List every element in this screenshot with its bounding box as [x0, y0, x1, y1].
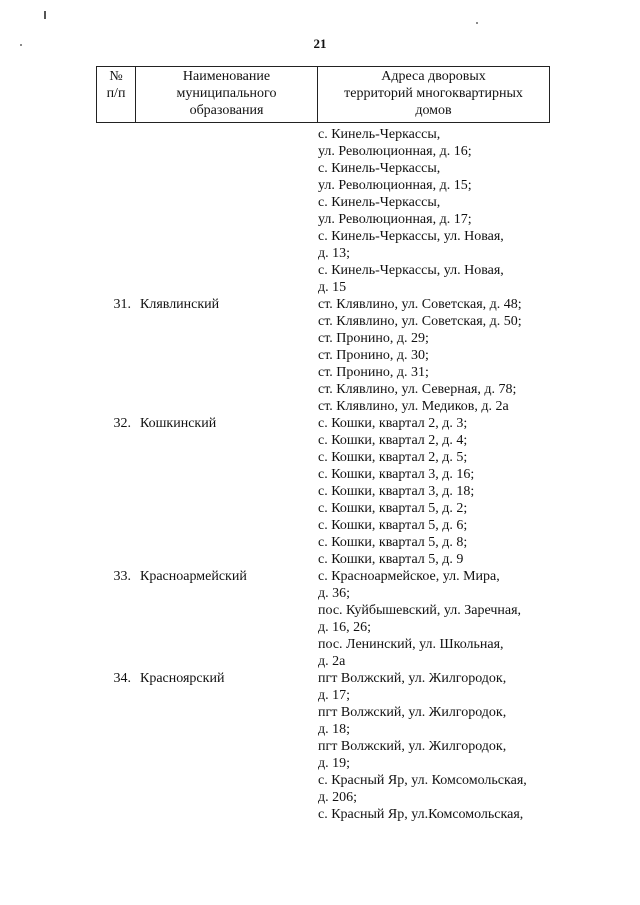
address-line: ул. Революционная, д. 15; — [318, 178, 472, 193]
address-line: с. Красный Яр, ул.Комсомольская, — [318, 807, 524, 822]
address-line: ст. Пронино, д. 29; — [318, 331, 429, 346]
address-line: д. 15 — [318, 280, 347, 295]
address-line: с. Кошки, квартал 3, д. 16; — [318, 467, 475, 482]
table-row — [96, 415, 550, 568]
address-line: ст. Клявлино, ул. Советская, д. 50; — [318, 314, 522, 329]
address-line: д. 16, 26; — [318, 620, 372, 635]
address-line: с. Кошки, квартал 5, д. 2; — [318, 501, 468, 516]
address-list — [318, 296, 550, 415]
row-number: 32. — [113, 416, 131, 431]
address-line: ст. Пронино, д. 30; — [318, 348, 429, 363]
address-line: д. 17; — [318, 688, 351, 703]
address-line: пос. Куйбышевский, ул. Заречная, — [318, 603, 522, 618]
table-row — [96, 670, 550, 823]
address-line: с. Кинель-Черкассы, ул. Новая, — [318, 229, 504, 244]
address-line: с. Кошки, квартал 5, д. 9 — [318, 552, 464, 567]
row-number: 31. — [113, 297, 131, 312]
municipality-name: Кошкинский — [140, 416, 217, 431]
row-number: 34. — [113, 671, 131, 686]
table-body — [96, 126, 550, 823]
address-line: пгт Волжский, ул. Жилгородок, — [318, 671, 507, 686]
address-line: пгт Волжский, ул. Жилгородок, — [318, 739, 507, 754]
address-list — [318, 126, 550, 296]
municipality-name: Красноярский — [140, 671, 225, 686]
scan-speck — [476, 22, 478, 24]
table-header — [96, 66, 550, 123]
address-list — [318, 670, 550, 823]
municipality-name: Красноармейский — [140, 569, 247, 584]
address-line: с. Кошки, квартал 2, д. 3; — [318, 416, 468, 431]
header-number: № п/п — [97, 67, 136, 122]
address-list — [318, 415, 550, 568]
address-line: д. 2а — [318, 654, 346, 669]
address-line: д. 19; — [318, 756, 351, 771]
address-line: ул. Революционная, д. 17; — [318, 212, 472, 227]
address-line: с. Кошки, квартал 5, д. 6; — [318, 518, 468, 533]
address-list — [318, 568, 550, 670]
address-line: д. 18; — [318, 722, 351, 737]
address-line: с. Кинель-Черкассы, ул. Новая, — [318, 263, 504, 278]
address-line: пгт Волжский, ул. Жилгородок, — [318, 705, 507, 720]
table-row — [96, 296, 550, 415]
address-line: ст. Клявлино, ул. Северная, д. 78; — [318, 382, 517, 397]
address-line: д. 13; — [318, 246, 351, 261]
address-line: с. Кошки, квартал 2, д. 5; — [318, 450, 468, 465]
address-line: с. Кинель-Черкассы, — [318, 195, 441, 210]
municipality-name: Клявлинский — [140, 297, 220, 312]
address-line: с. Красноармейское, ул. Мира, — [318, 569, 500, 584]
address-line: с. Кошки, квартал 3, д. 18; — [318, 484, 475, 499]
address-line: пос. Ленинский, ул. Школьная, — [318, 637, 504, 652]
address-line: ст. Пронино, д. 31; — [318, 365, 429, 380]
scan-mark — [44, 11, 46, 19]
address-line: д. 36; — [318, 586, 351, 601]
address-line: д. 206; — [318, 790, 358, 805]
address-line: с. Кошки, квартал 5, д. 8; — [318, 535, 468, 550]
address-line: с. Кошки, квартал 2, д. 4; — [318, 433, 468, 448]
address-line: ст. Клявлино, ул. Советская, д. 48; — [318, 297, 522, 312]
page-number: 21 — [313, 36, 327, 51]
address-line: ст. Клявлино, ул. Медиков, д. 2а — [318, 399, 509, 414]
header-addresses: Адреса дворовых территорий многоквартирных домов — [344, 69, 523, 118]
address-line: с. Кинель-Черкассы, — [318, 127, 441, 142]
table-row — [96, 126, 550, 296]
header-municipality: Наименование муниципального образования — [136, 67, 318, 122]
address-line: ул. Революционная, д. 16; — [318, 144, 472, 159]
address-line: с. Кинель-Черкассы, — [318, 161, 441, 176]
scan-speck — [20, 44, 22, 46]
address-line: с. Красный Яр, ул. Комсомольская, — [318, 773, 527, 788]
row-number: 33. — [113, 569, 131, 584]
table-row — [96, 568, 550, 670]
